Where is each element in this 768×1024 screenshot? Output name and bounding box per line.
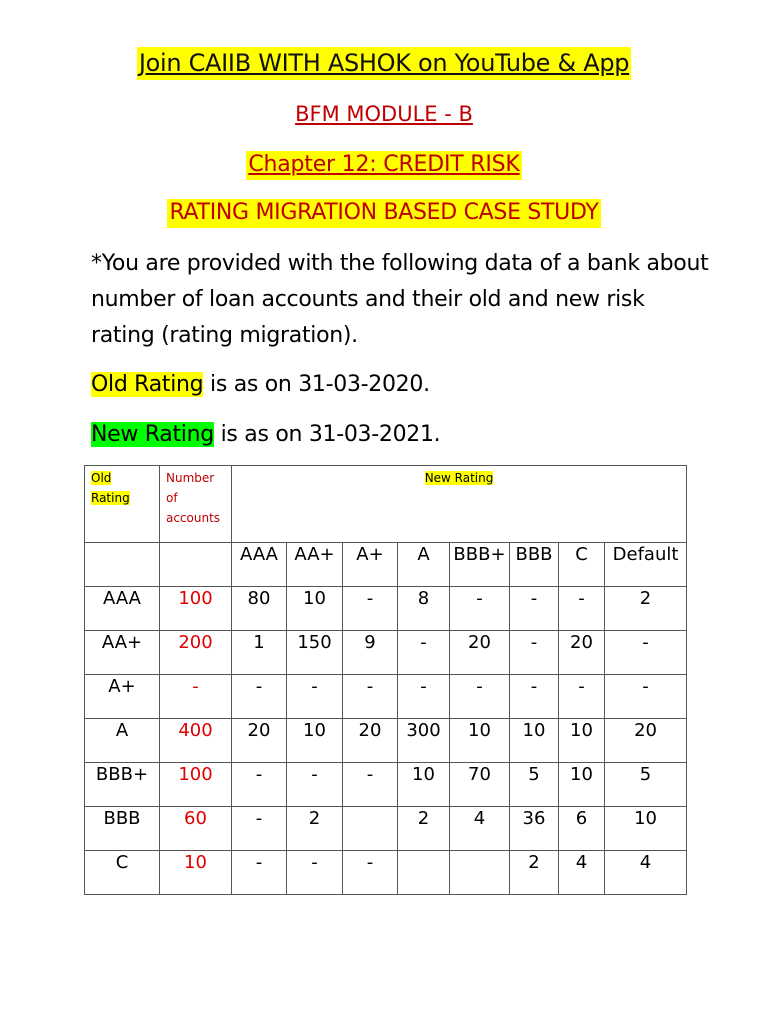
promo-text: Join CAIIB WITH ASHOK on YouTube & App (137, 47, 631, 80)
account-count-cell: 10 (160, 851, 232, 895)
migration-value-cell: - (450, 587, 510, 631)
module-title (0, 102, 768, 126)
migration-value-cell: 9 (343, 631, 398, 675)
migration-value-cell: - (232, 851, 287, 895)
new-rating-note (91, 417, 711, 453)
new-rating-column-header: C (559, 543, 605, 587)
migration-value-cell: 5 (510, 763, 559, 807)
migration-value-cell (450, 851, 510, 895)
migration-value-cell: - (343, 587, 398, 631)
migration-value-cell: - (232, 675, 287, 719)
migration-value-cell: - (343, 763, 398, 807)
account-count-cell: 200 (160, 631, 232, 675)
migration-value-cell: 20 (232, 719, 287, 763)
migration-value-cell: 20 (450, 631, 510, 675)
migration-value-cell: - (287, 675, 343, 719)
migration-value-cell: 10 (559, 719, 605, 763)
rating-migration-table (84, 465, 687, 895)
migration-value-cell: - (450, 675, 510, 719)
new-rating-highlight: New Rating (91, 422, 214, 447)
migration-value-cell: 300 (398, 719, 450, 763)
migration-value-cell: - (510, 675, 559, 719)
migration-value-cell: - (232, 807, 287, 851)
case-study-title (0, 199, 768, 228)
migration-value-cell: - (343, 675, 398, 719)
old-rating-header: Old Rating (91, 471, 130, 505)
new-rating-columns-row (85, 543, 687, 587)
migration-value-cell: 2 (510, 851, 559, 895)
old-rating-date-text: is as on 31-03-2020. (203, 372, 430, 397)
migration-value-cell (398, 851, 450, 895)
intro-paragraph: *You are provided with the following data of a bank about number of loan accounts and their old and new risk rating (rating migration). (91, 251, 709, 348)
migration-value-cell: - (510, 587, 559, 631)
migration-value-cell: 20 (559, 631, 605, 675)
migration-value-cell: 2 (398, 807, 450, 851)
migration-value-cell: 150 (287, 631, 343, 675)
account-count-cell: 100 (160, 587, 232, 631)
new-rating-date-text: is as on 31-03-2021. (213, 422, 441, 447)
account-count-cell: 400 (160, 719, 232, 763)
migration-value-cell: 36 (510, 807, 559, 851)
old-rating-cell: A+ (85, 675, 160, 719)
migration-value-cell: 10 (450, 719, 510, 763)
migration-value-cell: 6 (559, 807, 605, 851)
table-row (85, 807, 687, 851)
new-rating-column-header: A (398, 543, 450, 587)
migration-value-cell: - (343, 851, 398, 895)
migration-value-cell: 5 (605, 763, 687, 807)
migration-value-cell: 2 (605, 587, 687, 631)
old-rating-cell: AAA (85, 587, 160, 631)
case-study-text: RATING MIGRATION BASED CASE STUDY (167, 199, 600, 228)
old-rating-note (91, 367, 711, 403)
new-rating-column-header: AAA (232, 543, 287, 587)
new-rating-header: New Rating (424, 471, 494, 485)
migration-value-cell: - (232, 763, 287, 807)
number-of-accounts-header: Number of accounts (166, 471, 221, 525)
new-rating-column-header: AA+ (287, 543, 343, 587)
chapter-title (0, 151, 768, 180)
migration-value-cell: 4 (605, 851, 687, 895)
new-rating-column-header: BBB (510, 543, 559, 587)
migration-value-cell: 80 (232, 587, 287, 631)
migration-value-cell: 4 (450, 807, 510, 851)
old-rating-cell: BBB+ (85, 763, 160, 807)
migration-value-cell: - (287, 851, 343, 895)
migration-value-cell: 1 (232, 631, 287, 675)
new-rating-column-header: A+ (343, 543, 398, 587)
migration-value-cell: 2 (287, 807, 343, 851)
migration-value-cell: - (398, 631, 450, 675)
old-rating-cell: AA+ (85, 631, 160, 675)
migration-value-cell: - (510, 631, 559, 675)
account-count-cell: 100 (160, 763, 232, 807)
table-row (85, 631, 687, 675)
number-header-cell (160, 466, 232, 543)
old-rating-highlight: Old Rating (91, 372, 204, 397)
account-count-cell: 60 (160, 807, 232, 851)
migration-value-cell: - (605, 675, 687, 719)
migration-value-cell: 10 (287, 587, 343, 631)
table-row (85, 851, 687, 895)
old-rating-cell: C (85, 851, 160, 895)
new-rating-column-header: Default (605, 543, 687, 587)
migration-value-cell: 20 (343, 719, 398, 763)
old-rating-header-cell (85, 466, 160, 543)
module-text: BFM MODULE - B (295, 102, 473, 126)
table-row (85, 719, 687, 763)
account-count-cell: - (160, 675, 232, 719)
old-rating-cell: A (85, 719, 160, 763)
migration-value-cell: 10 (287, 719, 343, 763)
promo-banner (0, 47, 768, 80)
table-row (85, 763, 687, 807)
new-rating-column-header: BBB+ (450, 543, 510, 587)
migration-value-cell: 10 (398, 763, 450, 807)
table-header-row (85, 466, 687, 543)
table-body (85, 587, 687, 895)
empty-cell (85, 543, 160, 587)
migration-value-cell: 10 (605, 807, 687, 851)
migration-value-cell: - (605, 631, 687, 675)
migration-value-cell: 4 (559, 851, 605, 895)
migration-value-cell: - (559, 587, 605, 631)
new-rating-header-cell (232, 466, 687, 543)
chapter-text: Chapter 12: CREDIT RISK (246, 151, 521, 180)
old-rating-cell: BBB (85, 807, 160, 851)
empty-cell (160, 543, 232, 587)
migration-value-cell: - (559, 675, 605, 719)
migration-value-cell: 20 (605, 719, 687, 763)
migration-value-cell: 10 (559, 763, 605, 807)
migration-value-cell (343, 807, 398, 851)
table-row (85, 587, 687, 631)
migration-value-cell: - (398, 675, 450, 719)
migration-value-cell: - (287, 763, 343, 807)
table-row (85, 675, 687, 719)
migration-value-cell: 70 (450, 763, 510, 807)
migration-value-cell: 8 (398, 587, 450, 631)
migration-value-cell: 10 (510, 719, 559, 763)
